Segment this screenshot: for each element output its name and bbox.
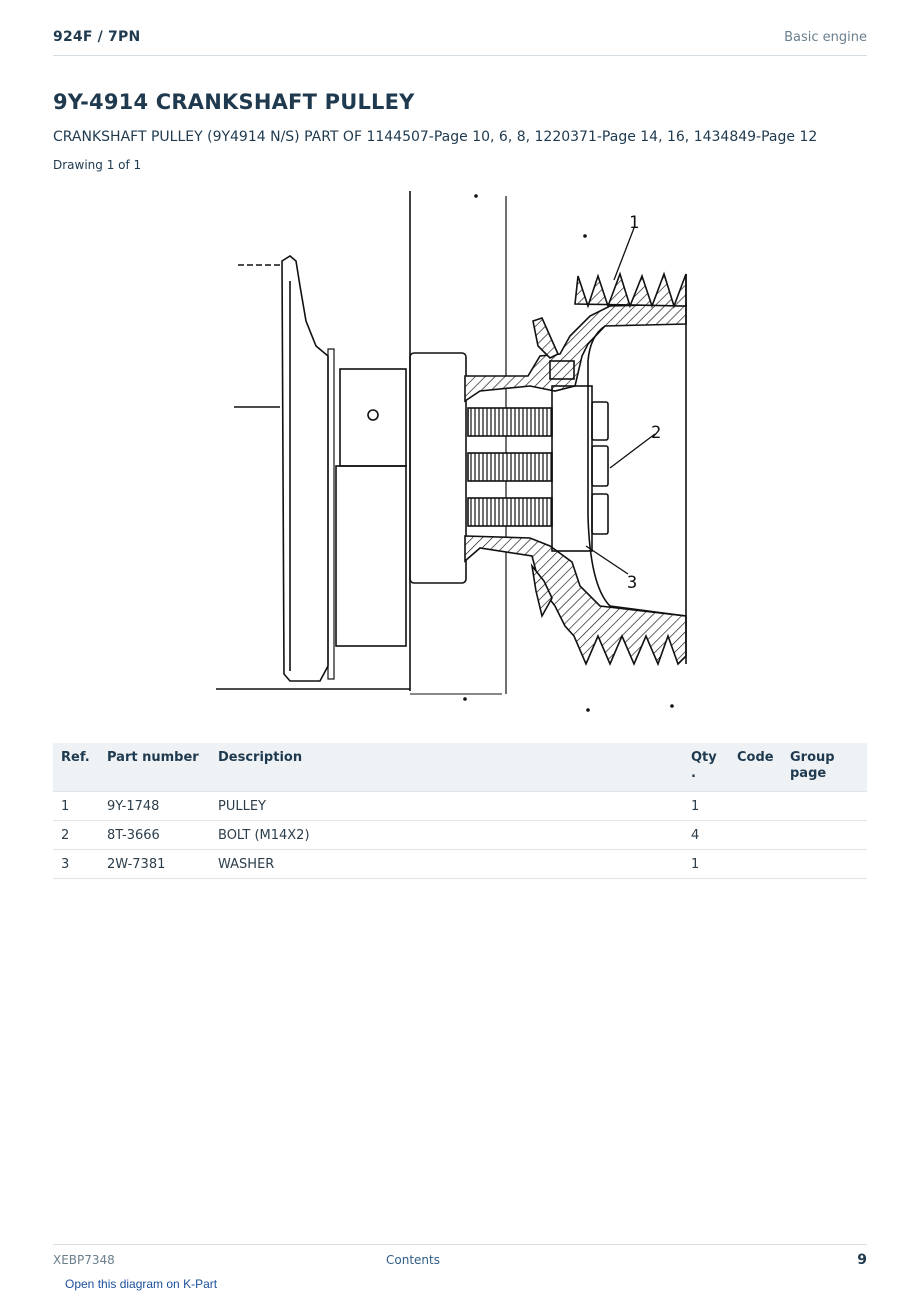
callout-1: 1 [629,213,640,233]
column-header-code: Code [729,743,782,792]
footer-divider [53,1244,867,1245]
parts-diagram [210,186,710,716]
table-row [53,821,867,850]
cell-description: PULLEY [210,792,683,821]
cell-code [729,792,782,821]
cell-part-number: 8T-3666 [99,821,210,850]
table-row [53,850,867,879]
cell-part-number: 2W-7381 [99,850,210,879]
contents-link[interactable]: Contents [386,1253,440,1267]
column-header-part-number: Part number [99,743,210,792]
table-row [53,792,867,821]
table-header-row [53,743,867,792]
drawing-count: Drawing 1 of 1 [53,158,142,172]
cell-ref: 1 [53,792,99,821]
column-header-ref: Ref. [53,743,99,792]
cell-group-page [782,821,867,850]
header-section: Basic engine [784,30,867,45]
cell-code [729,821,782,850]
page-title: 9Y-4914 CRANKSHAFT PULLEY [53,90,415,114]
callout-3: 3 [627,573,638,593]
cell-part-number: 9Y-1748 [99,792,210,821]
cell-description: WASHER [210,850,683,879]
callout-2: 2 [651,423,662,443]
footer-doc-code: XEBP7348 [53,1253,115,1267]
column-header-group-page: Group page [782,743,867,792]
cell-ref: 2 [53,821,99,850]
column-header-description: Description [210,743,683,792]
cell-qty: 4 [683,821,729,850]
page-number: 9 [857,1252,867,1268]
cell-group-page [782,792,867,821]
page-subtitle: CRANKSHAFT PULLEY (9Y4914 N/S) PART OF 1144507-Page 10, 6, 8, 1220371-Page 14, 16, 1434849-Page 12 [53,129,818,145]
cell-qty: 1 [683,850,729,879]
cell-ref: 3 [53,850,99,879]
cell-qty: 1 [683,792,729,821]
cell-code [729,850,782,879]
open-diagram-link[interactable]: Open this diagram on K-Part [65,1277,218,1291]
cell-description: BOLT (M14X2) [210,821,683,850]
column-header-qty: Qty . [683,743,729,792]
header-model: 924F / 7PN [53,29,141,45]
header-divider [53,55,867,56]
cell-group-page [782,850,867,879]
parts-table [53,743,867,879]
